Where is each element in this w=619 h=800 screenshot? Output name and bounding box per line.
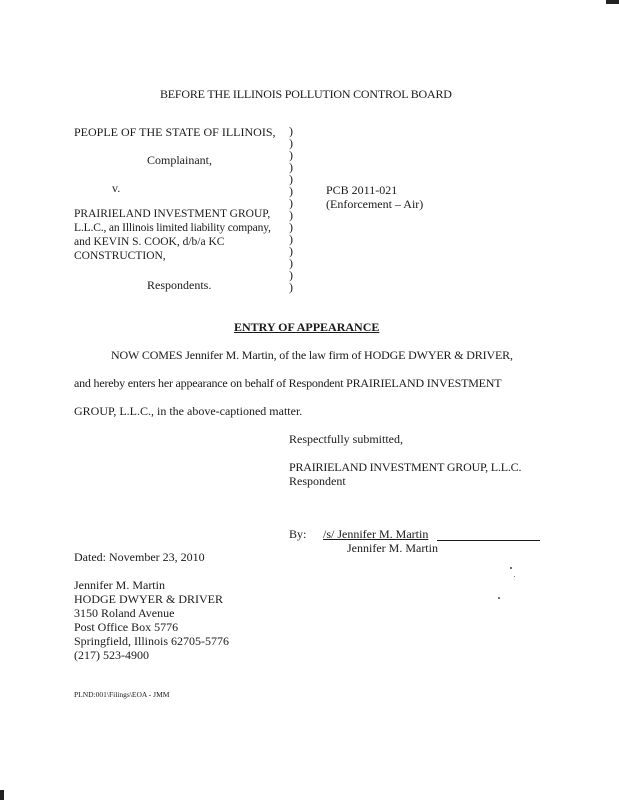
scan-speck	[510, 567, 512, 569]
complainant-name: PEOPLE OF THE STATE OF ILLINOIS,	[74, 125, 276, 139]
scan-speck	[514, 576, 515, 577]
electronic-signature: /s/ Jennifer M. Martin	[323, 527, 429, 541]
paren: )	[289, 124, 293, 138]
body-line-3: GROUP, L.L.C., in the above-captioned matter.	[74, 404, 303, 418]
file-path: PLND:001\Filings\EOA - JMM	[74, 690, 170, 699]
paren: )	[289, 172, 293, 186]
signature-role: Respondent	[289, 474, 346, 488]
paren: )	[289, 196, 293, 210]
respondent-line-3: and KEVIN S. COOK, d/b/a KC	[74, 236, 225, 248]
paren: )	[289, 280, 293, 294]
body-line-1: NOW COMES Jennifer M. Martin, of the law firm of HODGE DWYER & DRIVER,	[111, 348, 513, 362]
paren: )	[289, 148, 293, 162]
respondent-line-2: L.L.C., an Illinois limited liability company,	[74, 222, 271, 234]
paren: )	[289, 160, 293, 174]
closing-text: Respectfully submitted,	[289, 432, 403, 446]
section-heading: ENTRY OF APPEARANCE	[234, 320, 380, 334]
signature-party: PRAIRIELAND INVESTMENT GROUP, L.L.C.	[289, 460, 522, 474]
contact-city: Springfield, Illinois 62705-5776	[74, 634, 229, 648]
case-type: (Enforcement – Air)	[326, 197, 424, 211]
contact-name: Jennifer M. Martin	[74, 578, 165, 592]
contact-street: 3150 Roland Avenue	[74, 606, 175, 620]
paren: )	[289, 184, 293, 198]
paren: )	[289, 208, 293, 222]
scan-speck	[498, 597, 500, 599]
contact-phone: (217) 523-4900	[74, 648, 149, 662]
paren: )	[289, 136, 293, 150]
by-label: By:	[289, 527, 307, 541]
respondent-line-4: CONSTRUCTION,	[74, 250, 166, 262]
paren: )	[289, 268, 293, 282]
paren: )	[289, 244, 293, 258]
case-number: PCB 2011-021	[326, 183, 398, 197]
contact-po-box: Post Office Box 5776	[74, 620, 179, 634]
document-title: BEFORE THE ILLINOIS POLLUTION CONTROL BOARD	[160, 87, 452, 101]
versus-label: v.	[112, 181, 121, 195]
signature-line	[437, 540, 540, 541]
complainant-role: Complainant,	[147, 153, 212, 167]
scan-edge-bottom-left	[0, 790, 4, 800]
respondent-role: Respondents.	[147, 278, 212, 292]
signer-printed-name: Jennifer M. Martin	[347, 541, 438, 555]
scan-edge-top-right	[606, 0, 619, 4]
body-line-2: and hereby enters her appearance on behalf of Respondent PRAIRIELAND INVESTMENT	[74, 376, 502, 390]
date-line: Dated: November 23, 2010	[74, 550, 205, 564]
contact-firm: HODGE DWYER & DRIVER	[74, 592, 223, 606]
paren: )	[289, 220, 293, 234]
paren: )	[289, 256, 293, 270]
respondent-line-1: PRAIRIELAND INVESTMENT GROUP,	[74, 208, 271, 220]
paren: )	[289, 232, 293, 246]
